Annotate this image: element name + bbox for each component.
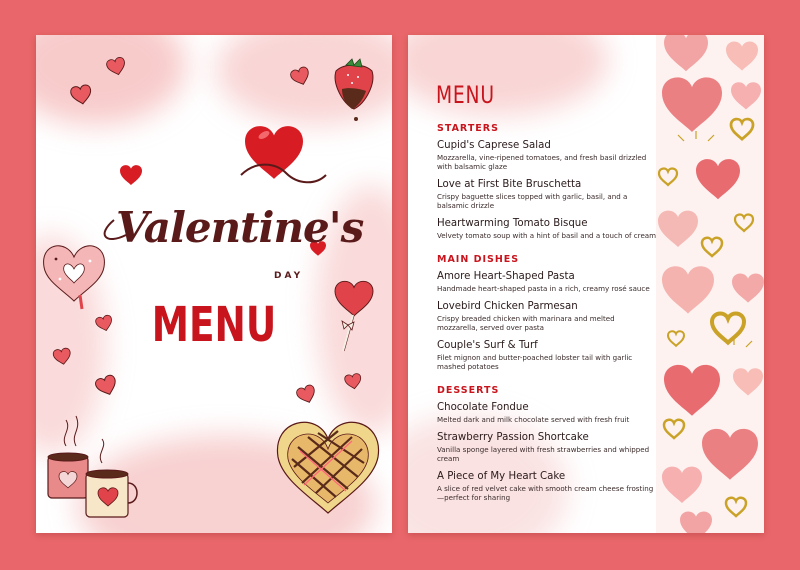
menu-items-page — [408, 35, 764, 533]
heart-icon — [120, 165, 142, 185]
dish-item — [437, 179, 657, 210]
heart-icon — [289, 66, 312, 88]
dish-description: Mozzarella, vine-ripened tomatoes, and fresh basil drizzled with balsamic glaze — [437, 153, 647, 171]
dish-name: Chocolate Fondue — [437, 402, 529, 413]
menu-heading: MENU — [436, 81, 495, 109]
day-label: DAY — [274, 271, 304, 281]
dish-name: Heartwarming Tomato Bisque — [437, 218, 588, 229]
valentines-script-title: Valentine's — [116, 203, 364, 252]
dish-description: Vanilla sponge layered with fresh strawberries and whipped cream — [437, 445, 650, 463]
section-title: MAIN DISHES — [437, 254, 520, 265]
cover-illustrations — [36, 35, 392, 533]
dish-name: Lovebird Chicken Parmesan — [437, 301, 578, 312]
dish-item — [437, 301, 657, 332]
dish-item — [437, 432, 657, 463]
coffee-mug-icon — [48, 416, 88, 498]
dish-description: Crispy breaded chicken with marinara and melted mozzarella, served over pasta — [437, 314, 615, 332]
dish-name: Cupid's Caprese Salad — [437, 140, 551, 151]
heart-icon — [70, 84, 93, 105]
chocolate-strawberry-icon — [335, 59, 373, 121]
heart-column-decoration — [656, 35, 764, 533]
dish-description: Velvety tomato soup with a hint of basil and a touch of cream — [437, 231, 657, 240]
dish-description: Melted dark and milk chocolate served with fresh fruit — [437, 415, 630, 424]
heart-icon — [94, 374, 119, 398]
dish-description: Filet mignon and butter-poached lobster tail with garlic mashed potatoes — [437, 353, 633, 371]
dish-name: A Piece of My Heart Cake — [437, 471, 566, 482]
menu-section-starters — [437, 123, 657, 240]
heart-icon — [53, 347, 72, 365]
section-title: STARTERS — [437, 123, 499, 134]
section-title: DESSERTS — [437, 385, 500, 396]
dish-item — [437, 140, 657, 171]
dish-item — [437, 218, 657, 240]
coffee-mug-icon — [86, 439, 137, 517]
menu-section-main-dishes — [437, 254, 657, 371]
dish-name: Amore Heart-Shaped Pasta — [437, 271, 575, 282]
menu-list — [437, 123, 657, 516]
dish-description: Handmade heart-shaped pasta in a rich, creamy rosé sauce — [437, 284, 650, 293]
menu-cover-page — [36, 35, 392, 533]
dish-description: Crispy baguette slices topped with garlic, basil, and a balsamic drizzle — [437, 192, 628, 210]
cover-menu-title: MENU — [151, 297, 277, 353]
heart-cake-icon — [277, 422, 378, 513]
dish-item — [437, 271, 657, 293]
dish-item — [437, 340, 657, 371]
dish-name: Love at First Bite Bruschetta — [437, 179, 582, 190]
dish-item — [437, 471, 657, 502]
heart-icon — [344, 373, 362, 390]
heart-icon — [106, 56, 128, 76]
heart-icon — [295, 384, 318, 406]
big-heart-icon — [245, 126, 303, 179]
dish-name: Couple's Surf & Turf — [437, 340, 538, 351]
dish-item — [437, 402, 657, 424]
dish-name: Strawberry Passion Shortcake — [437, 432, 589, 443]
dish-description: A slice of red velvet cake with smooth cream cheese frosting—perfect for sharing — [437, 484, 654, 502]
menu-section-desserts — [437, 385, 657, 502]
